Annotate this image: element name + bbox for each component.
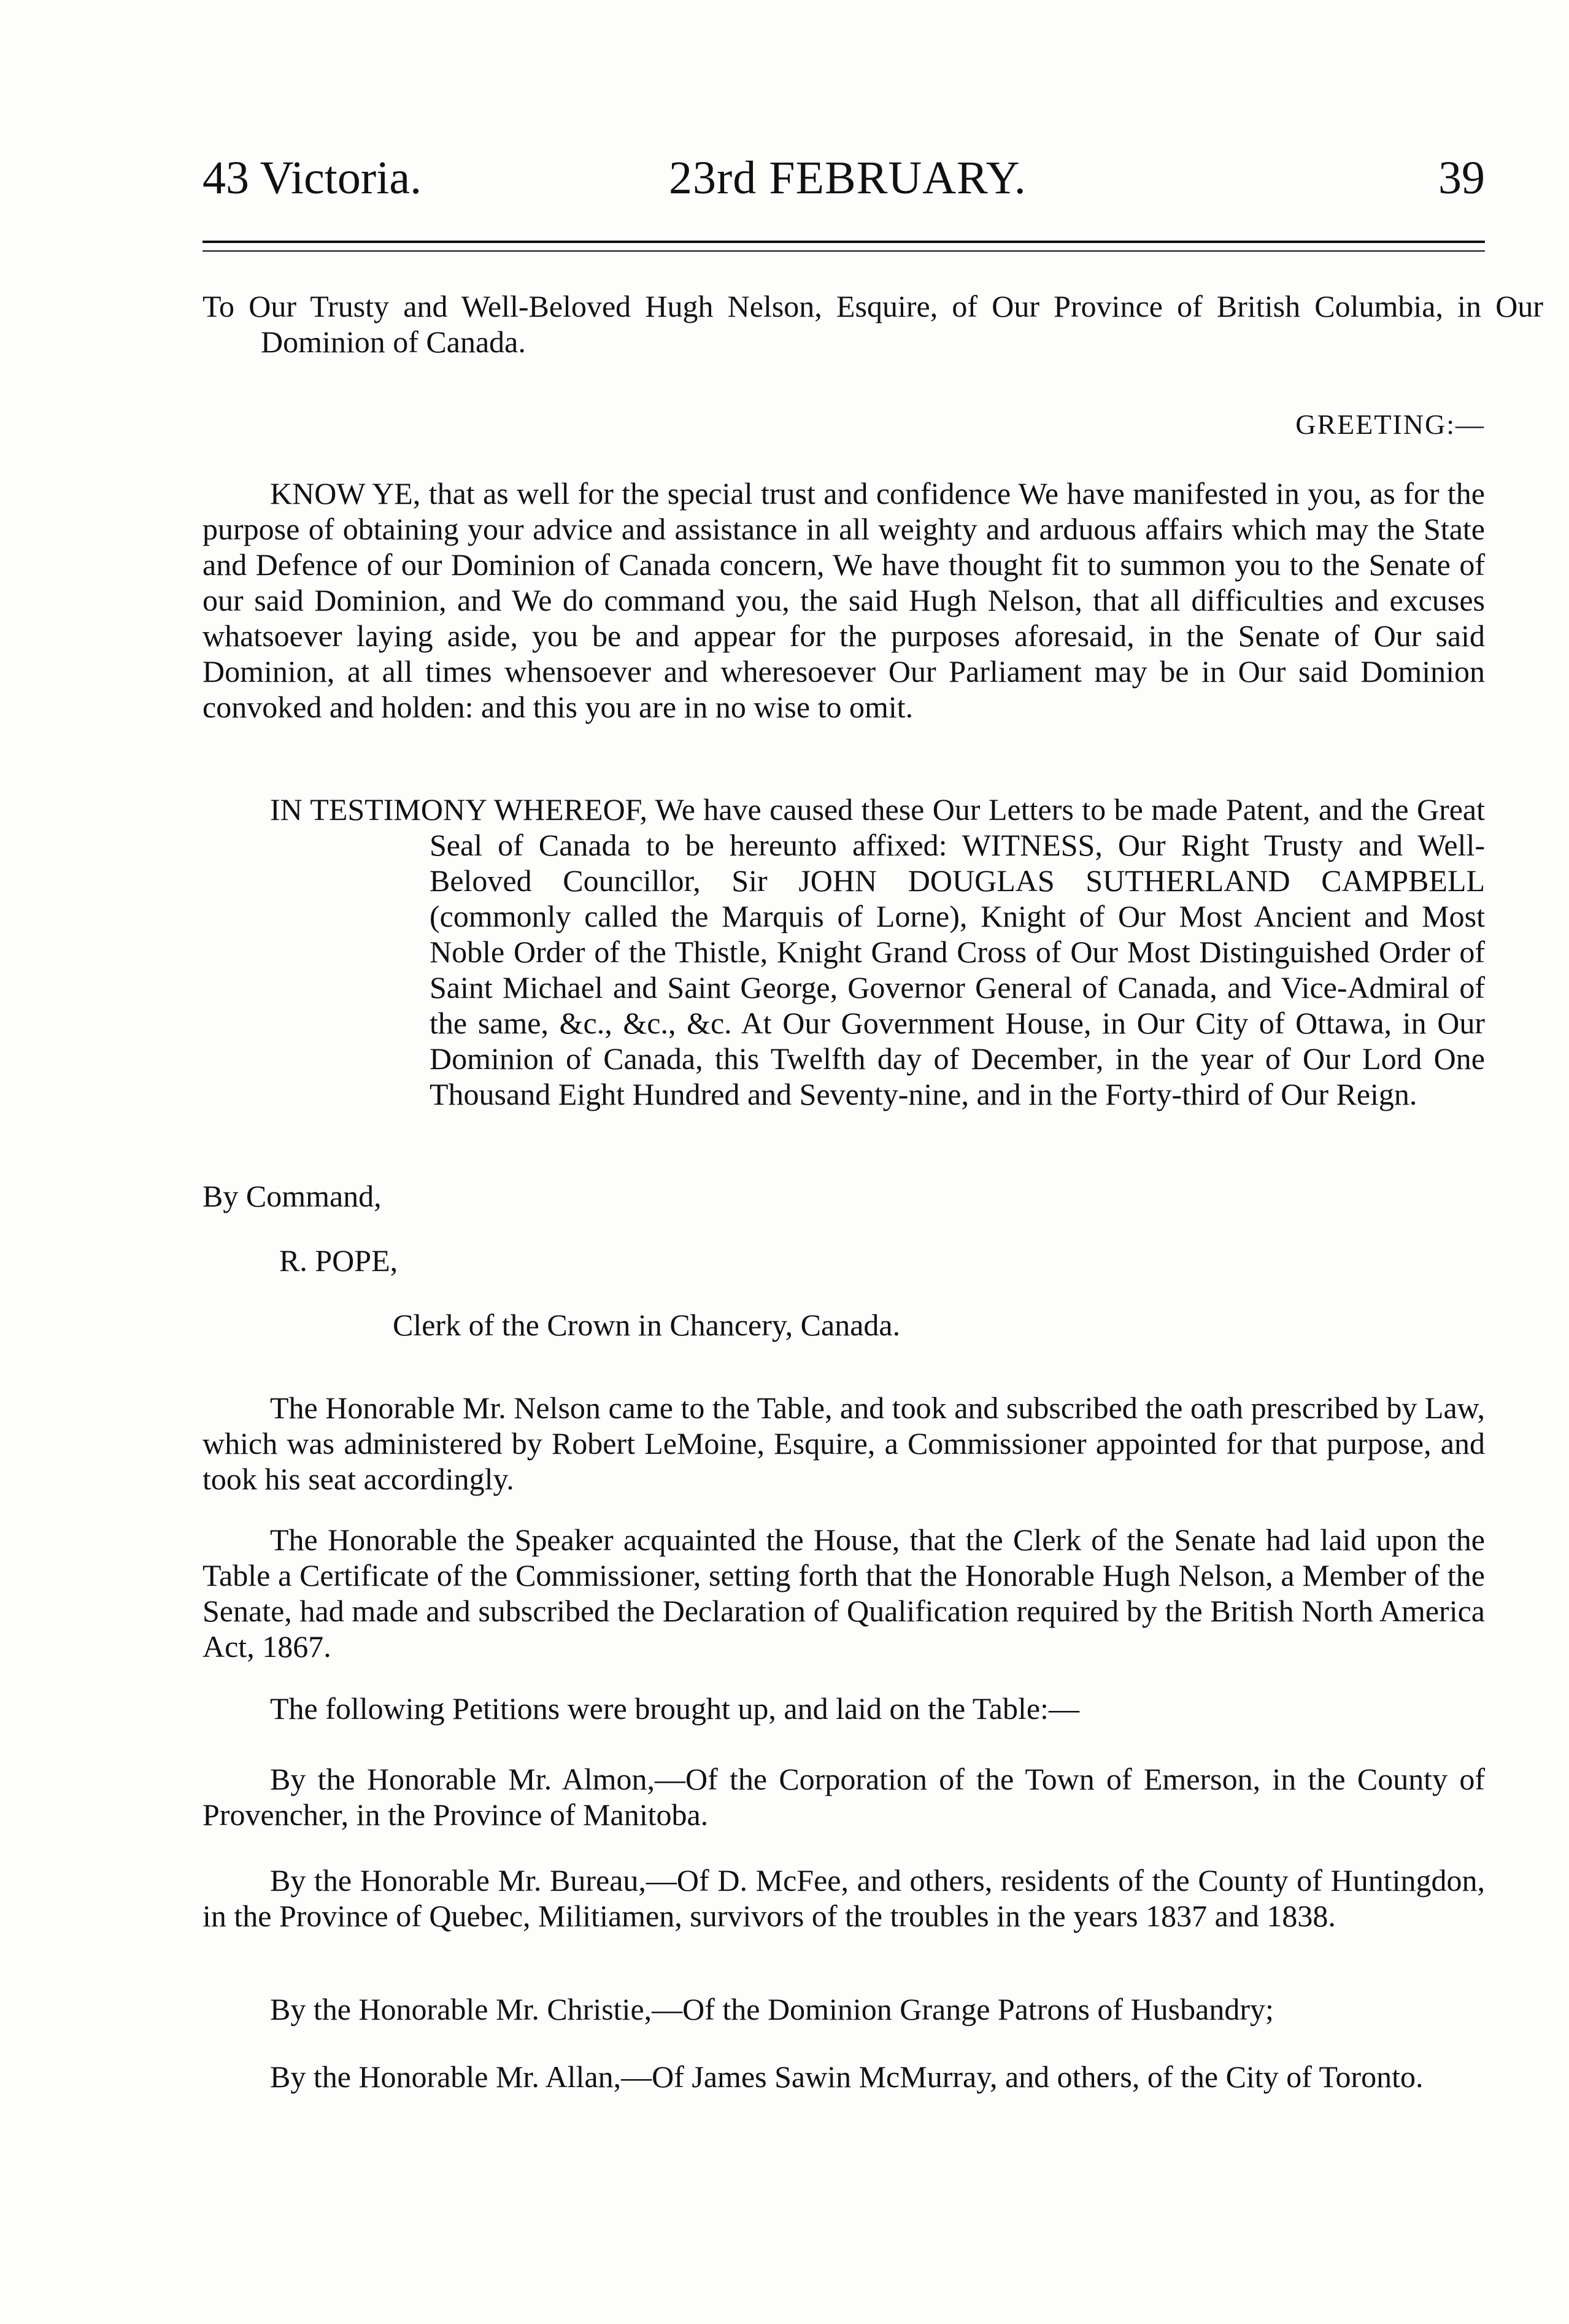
petition-item — [202, 1761, 1485, 1832]
writ-address — [202, 288, 1543, 360]
proceeding-text: The Honorable the Speaker acquainted the House, that the Clerk of the Senate had laid upon the Table a Certificate of the Commissioner, setting forth that the Honorable Hugh Nelson, a Member of the Senate, had made and subscribed the Declaration of Qualification required by the British North America Act, 1867. — [202, 1523, 1485, 1664]
petition-text: By the Honorable Mr. Christie,—Of the Dominion Grange Patrons of Husbandry; — [270, 1992, 1274, 2026]
petition-text: By the Honorable Mr. Almon,—Of the Corporation of the Town of Emerson, in the County of Provencher, in the Province of Manitoba. — [202, 1762, 1485, 1832]
testimony-clause — [270, 792, 1485, 1112]
petition-text: By the Honorable Mr. Allan,—Of James Sawin McMurray, and others, of the City of Toronto. — [270, 2060, 1424, 2094]
writ-body-text: KNOW YE, that as well for the special trust and confidence We have manifested in you, as for the purpose of obtaining your advice and assistance in all weighty and arduous affairs which may the State and Defence of our Dominion of Canada concern, We have thought fit to summon you to the Senate of our said Dominion, and We do command you, the said Hugh Nelson, that all difficulties and excuses whatsoever laying aside, you be and appear for the purposes aforesaid, in the Senate of Our said Dominion, at all times whensoever and wheresoever Our Parliament may be in Our said Dominion convoked and holden: and this you are in no wise to omit. — [202, 476, 1485, 724]
writ-address-text: To Our Trusty and Well-Beloved Hugh Nelson, Esquire, of Our Province of British Columbia, in Our Dominion of Canada. — [202, 289, 1543, 359]
header-date: 23rd FEBRUARY. — [669, 152, 1027, 204]
by-command: By Command, — [202, 1179, 382, 1213]
header-regnal-year: 43 Victoria. — [202, 152, 422, 204]
petition-text: By the Honorable Mr. Bureau,—Of D. McFee, and others, residents of the County of Huntingdon, in the Province of Quebec, Militiamen, survivors of the troubles in the years 1837 and 1838. — [202, 1863, 1485, 1933]
writ-greeting: GREETING:— — [1295, 409, 1485, 440]
petition-item — [202, 2059, 1485, 2094]
petition-item — [202, 1863, 1485, 1934]
proceeding-oath — [202, 1390, 1485, 1497]
running-header — [202, 144, 1485, 212]
header-rule — [202, 241, 1485, 252]
page-number: 39 — [1438, 152, 1485, 204]
proceeding-petitions-intro — [202, 1691, 1485, 1726]
signatory-title: Clerk of the Crown in Chancery, Canada. — [393, 1308, 901, 1342]
petition-item — [202, 1991, 1485, 2027]
signatory-name: R. POPE, — [279, 1243, 398, 1278]
proceeding-text: The Honorable Mr. Nelson came to the Table, and took and subscribed the oath prescribed by Law, which was administered by Robert LeMoine, Esquire, a Commissioner appointed for that purpose, and took his seat accordingly. — [202, 1391, 1485, 1496]
writ-body — [202, 476, 1485, 725]
testimony-text: IN TESTIMONY WHEREOF, We have caused these Our Letters to be made Patent, and the Great Seal of Canada to be hereunto affixed: WITNESS, Our Right Trusty and Well-Beloved Councillor, Sir JOHN DOUGLAS SUTHERLAND CAMPBELL (commonly called the Marquis of Lorne), Knight of Our Most Ancient and Most Noble Order of the Thistle, Knight Grand Cross of Our Most Distinguished Order of Saint Michael and Saint George, Governor General of Canada, and Vice-Admiral of the same, &c., &c., &c. At Our Government House, in Our City of Ottawa, in Our Dominion of Canada, this Twelfth day of December, in the year of Our Lord One Thousand Eight Hundred and Seventy-nine, and in the Forty-third of Our Reign. — [270, 792, 1485, 1111]
proceeding-text: The following Petitions were brought up, and laid on the Table:— — [270, 1691, 1079, 1726]
proceeding-certificate — [202, 1522, 1485, 1664]
